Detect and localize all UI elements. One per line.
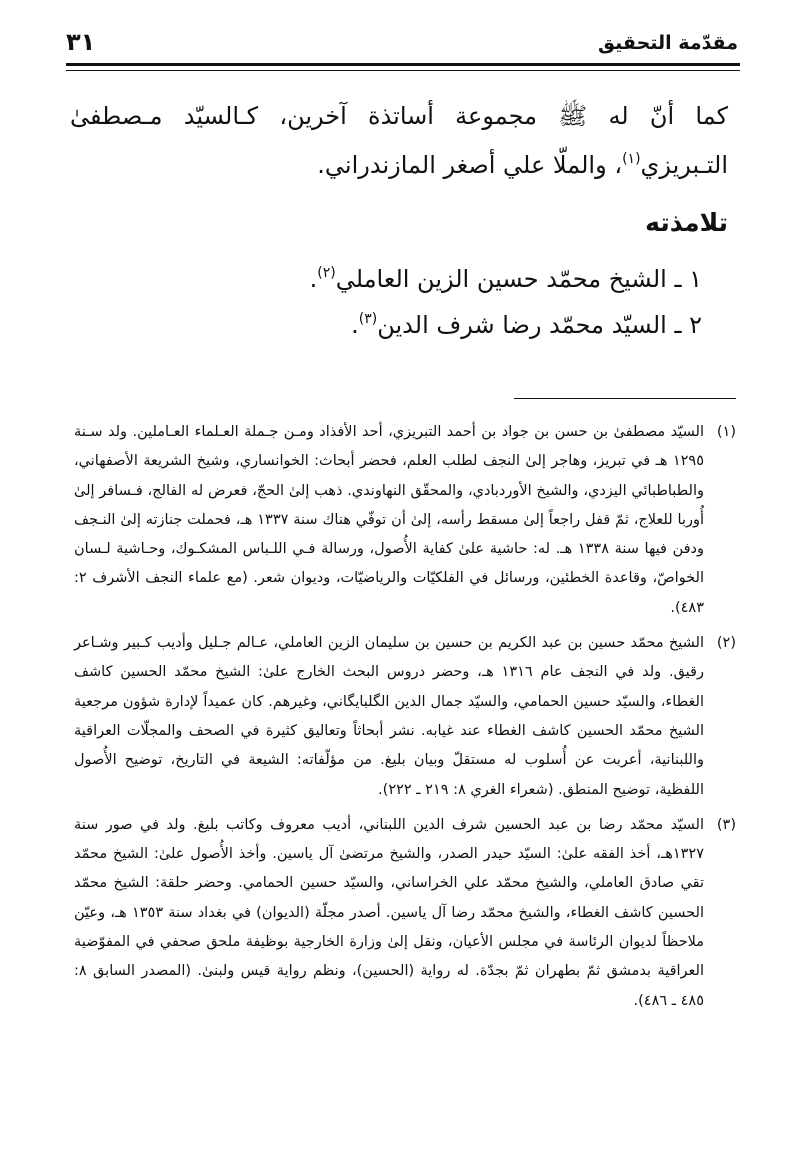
footnote-item xyxy=(74,629,736,805)
footnote-ref-3: (٣) xyxy=(358,311,378,327)
student-item-text: ٢ ـ السيّد محمّد رضا شرف الدين xyxy=(377,311,702,339)
student-item-end: . xyxy=(309,265,318,293)
student-item xyxy=(142,256,702,302)
main-paragraph-text: كما أنّ له ﷺ مجموعة أساتذة آخرين، كـالسيّد مـصطفىٰ التـبريزي xyxy=(70,102,728,179)
running-head: مقدّمة التحقيق xyxy=(598,32,738,54)
page-number: ٣١ xyxy=(66,28,96,56)
footnote-item xyxy=(74,418,736,623)
footnotes xyxy=(74,418,736,1022)
footnote-text: الشيخ محمّد حسين بن عبد الكريم بن حسين بن سليمان الزين العاملي، عـالم جـليل وأديب كـبير وشـاعر رقيق. ولد في النجف عام ١٣١٦ هـ، وحضر دروس البحث الخارج علىٰ: الشيخ محمّد الحسين كاشف الغطاء، والسيّد حسين الحمامي، والسيّد جمال الدين الگلبايگاني، وغيرهم. كان عميداً لإدارة شؤون مرجعية الشيخ محمّد الحسين كاشف الغطاء عند غيابه. نشر أبحاثاً وتعاليق كثيرة في الصحف والمجلّات العراقية واللبنانية، أعربت عن أُسلوب له مستقلّ وبيان بليغ. من مؤلّفاته: الشيعة في التاريخ، توضيح الأُصول اللفظية، توضيح المنطق. (شعراء الغري ٨: ٢١٩ ـ ٢٢٢). xyxy=(74,635,704,798)
header-rule-thick xyxy=(66,63,740,66)
footnote-item xyxy=(74,811,736,1016)
student-item xyxy=(142,302,702,348)
footnote-ref-1: (١) xyxy=(622,151,641,167)
footnote-ref-2: (٢) xyxy=(317,265,336,281)
student-item-end: . xyxy=(351,311,359,339)
section-heading: تلامذته xyxy=(645,208,728,237)
footnote-separator xyxy=(514,398,736,399)
footnote-text: السيّد مصطفىٰ بن حسن بن جواد بن أحمد التبريزي، أحد الأفذاد ومـن جـملة العـلماء العـاملين. ولد سـنة ١٢٩٥ هـ في تبريز، وهاجر إلىٰ النجف لطلب العلم، فحضر أبحاث: الخوانساري، وشيخ الشريعة الأصفهاني، والطباطبائي اليزدي، والشيخ الأوردبادي، والمحقّق النهاوندي. ذهب إلىٰ الحجّ، فعرض له الفالج، فـسافر إلىٰ أُوربا للعلاج، ثمّ قفل راجعاً إلىٰ مسقط رأسه، إلىٰ أن توفّي هناك سنة ١٣٣٧ هـ، فحملت جنازته إلىٰ النـجف ودفن فيها سنة ١٣٣٨ هـ. له: حاشية علىٰ كفاية الأُصول، ورسالة فـي اللـباس المشكـوك، وحـاشية لـسان الخواصّ، وقاعدة الخطئين، ورسائل في الفلكيّات والرياضيّات، وديوان شعر. (مع علماء النجف الأشرف ٢: ٤٨٣). xyxy=(74,424,705,616)
footnote-text: السيّد محمّد رضا بن عبد الحسين شرف الدين اللبناني، أديب معروف وكاتب بليغ. ولد في صور سنة ١٣٢٧هـ، أخذ الفقه علىٰ: السيّد حيدر الصدر، والشيخ مرتضىٰ آل ياسين. وأخذ الأُصول علىٰ: الشيخ محمّد تقي صادق العاملي، والشيخ محمّد علي الخراساني، والسيّد حسين الحمامي. وحضر حلقة: الشيخ محمّد الحسين كاشف الغطاء، والشيخ محمّد رضا آل ياسين. أصدر مجلّة (الديوان) في بغداد سنة ١٣٥٣ هـ، وعيّن ملاحظاً لديوان الرئاسة في مجلس الأعيان، ونقل إلىٰ وزارة الخارجية بوظيفة ملحق صحفي في المفوّضية العراقية بدمشق ثمّ بطهران ثمّ بجدّة. له رواية (الحسين)، ونظم رواية قيس ولبنىٰ. (المصدر السابق ٨: ٤٨٥ ـ ٤٨٦). xyxy=(74,816,704,1009)
main-text xyxy=(70,92,728,190)
footnote-number: (٣) xyxy=(716,816,736,833)
page-header xyxy=(66,28,738,62)
footnote-number: (١) xyxy=(716,424,736,440)
main-paragraph xyxy=(70,92,728,190)
footnote-number: (٢) xyxy=(716,635,736,652)
header-rule-thin xyxy=(66,70,740,71)
students-list xyxy=(142,256,702,348)
main-paragraph-end: ، والملّا علي أصغر المازندراني. xyxy=(317,151,623,179)
student-item-text: ١ ـ الشيخ محمّد حسين الزين العاملي xyxy=(335,265,702,293)
